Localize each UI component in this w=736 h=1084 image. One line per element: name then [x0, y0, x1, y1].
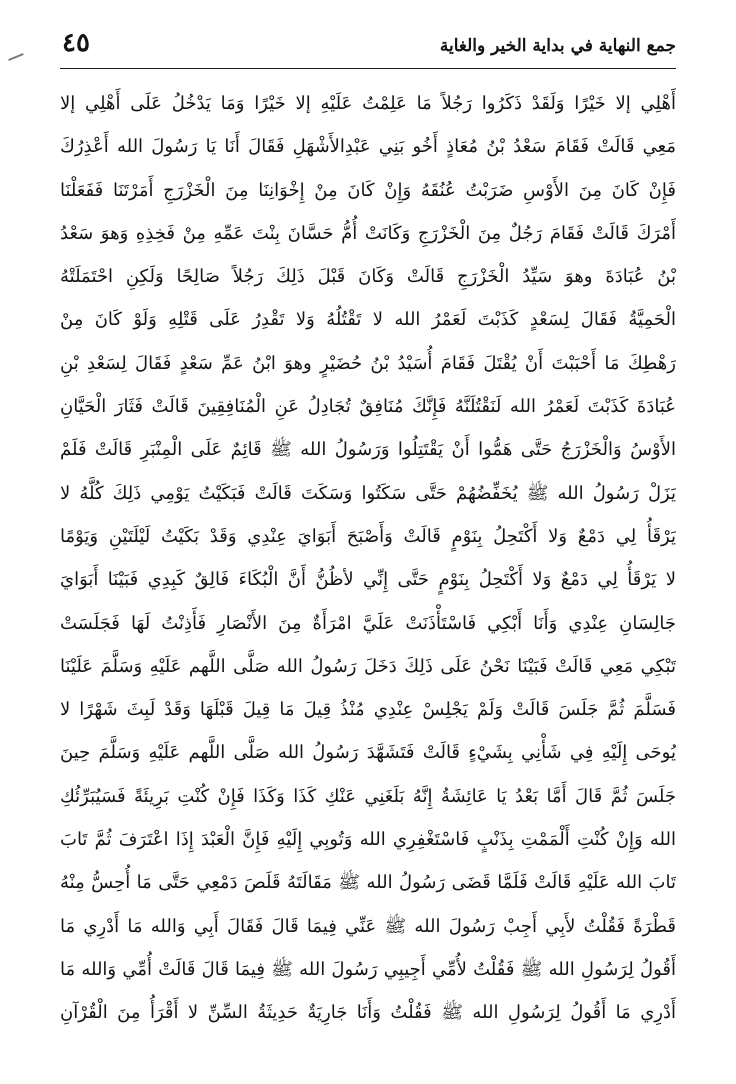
text-line: جَالِسَانِ عِنْدِي وَأَنَا أَبْكِي فَاسْتَأْذَنَتْ عَلَيَّ امْرَأَةٌ مِنَ الأَنْصَارِ فَأَذِنْتُ لَهَا فَجَلَسَتْ	[60, 612, 676, 634]
running-head	[60, 26, 676, 66]
text-line: لا يَرْقَأُ لِي دَمْعٌ وَلا أَكْتَحِلُ بِنَوْمٍ حَتَّى إِنِّي لأظُنُّ أَنَّ الْبُكَاءَ فَالِقٌ كَبِدِي فَبَيْنَا أَبَوَايَ	[60, 569, 676, 591]
text-line: جَلَسَ ثُمَّ قَالَ أَمَّا بَعْدُ يَا عَائِشَةُ إِنَّهُ بَلَغَنِي عَنْكِ كَذَا وَكَذَا فَإِنْ كُنْتِ بَرِيئَةً فَسَيُبَرِّئُكِ	[60, 785, 676, 807]
text-line: أَدْرِي مَا أَقُولُ لِرَسُولِ الله ﷺ فَقُلْتُ وَأَنَا جَارِيَةٌ حَدِيثَةُ السِّنِّ لا أَقْرَأُ مِنَ الْقُرْآنِ	[60, 1002, 676, 1024]
text-line: مَعِي قَالَتْ فَقَامَ سَعْدُ بْنُ مُعَاذٍ أَخُو بَنِي عَبْدِالأَشْهَلِ فَقَالَ أَنَا يَا رَسُولَ الله أَعْذِرُكَ	[60, 136, 676, 158]
text-line: قَطْرَةً فَقُلْتُ لأَبِي أَجِبْ رَسُولَ الله ﷺ عَنِّي فِيمَا قَالَ فَقَالَ أَبِي وَالله مَا أَدْرِي مَا	[60, 915, 676, 937]
page-number: ٤٥	[62, 28, 90, 58]
text-line: الأَوْسُ وَالْخَزْرَجُ حَتَّى هَمُّوا أَنْ يَقْتَتِلُوا وَرَسُولُ الله ﷺ قَائِمٌ عَلَى الْمِنْبَرِ قَالَتْ فَلَمْ	[60, 439, 676, 461]
text-line: فَسَلَّمَ ثُمَّ جَلَسَ قَالَتْ وَلَمْ يَجْلِسْ عِنْدِي مُنْذُ قِيلَ مَا قِيلَ قَبْلَهَا وَقَدْ لَبِثَ شَهْرًا لا	[60, 699, 676, 721]
text-line: يَرْقَأُ لِي دَمْعٌ وَلا أَكْتَحِلُ بِنَوْمٍ قَالَتْ وَأَصْبَحَ أَبَوَايَ عِنْدِي وَقَدْ بَكَيْتُ لَيْلَتَيْنِ وَيَوْمًا	[60, 525, 676, 547]
text-line: أَقُولُ لِرَسُولِ الله ﷺ فَقُلْتُ لأُمِّي أَجِيبِي رَسُولَ الله ﷺ فِيمَا قَالَ قَالَتْ أُمِّي وَالله مَا	[60, 958, 676, 980]
text-line: أَمْرَكَ قَالَتْ فَقَامَ رَجُلٌ مِنَ الْخَزْرَجِ وَكَانَتْ أُمُّ حَسَّانَ بِنْتَ عَمِّهِ مِنْ فَخِذِهِ وَهوَ سَعْدُ	[60, 222, 676, 244]
body-text	[60, 82, 676, 1035]
text-line: أَهْلِي إلا خَيْرًا وَلَقَدْ ذَكَرُوا رَجُلاً مَا عَلِمْتُ عَلَيْهِ إلا خَيْرًا وَمَا يَدْخُلُ عَلَى أَهْلِي إلا	[60, 93, 676, 114]
header-rule	[60, 68, 676, 69]
margin-mark	[8, 53, 24, 61]
text-line: الْحَمِيَّةُ فَقَالَ لِسَعْدٍ كَذَبْتَ لَعَمْرُ الله لا تَقْتُلُهُ وَلا تَقْدِرُ عَلَى قَتْلِهِ وَلَوْ كَانَ مِنْ	[60, 309, 676, 331]
text-line: بْنُ عُبَادَةَ وهوَ سَيِّدُ الْخَزْرَجِ قَالَتْ وَكَانَ قَبْلَ ذَلِكَ رَجُلاً صَالِحًا وَلَكِنِ احْتَمَلَتْهُ	[60, 266, 676, 288]
text-line: الله وَإِنْ كُنْتِ أَلْمَمْتِ بِذَنْبٍ فَاسْتَغْفِرِي الله وَتُوبِي إِلَيْهِ فَإِنَّ الْعَبْدَ إِذَا اعْتَرَفَ ثُمَّ تَابَ	[60, 829, 676, 851]
text-line: يُوحَى إِلَيْهِ فِي شَأْنِي بِشَيْءٍ قَالَتْ فَتَشَهَّدَ رَسُولُ الله صَلَّى اللَّهم عَلَيْهِ وَسَلَّمَ حِينَ	[60, 742, 676, 764]
text-line: تَابَ الله عَلَيْهِ قَالَتْ فَلَمَّا قَضَى رَسُولُ الله ﷺ مَقَالَتَهُ قَلَصَ دَمْعِي حَتَّى مَا أُحِسُّ مِنْهُ	[60, 872, 676, 894]
text-line: يَزَلْ رَسُولُ الله ﷺ يُخَفِّضُهُمْ حَتَّى سَكَتُوا وَسَكَتَ قَالَتْ فَبَكَيْتُ يَوْمِي ذَلِكَ كُلَّهُ لا	[60, 482, 676, 504]
text-line: رَهْطِكَ مَا أَحْبَبْتَ أَنْ يُقْتَلَ فَقَامَ أُسَيْدُ بْنُ حُضَيْرٍ وهوَ ابْنُ عَمِّ سَعْدٍ فَقَالَ لِسَعْدِ بْنِ	[60, 352, 676, 374]
text-line: فَإِنْ كَانَ مِنَ الأَوْسِ ضَرَبْتُ عُنُقَهُ وَإِنْ كَانَ مِنْ إِخْوَانِنَا مِنَ الْخَزْرَجِ أَمَرْتَنَا فَفَعَلْنَا	[60, 179, 676, 201]
text-line: عُبَادَةَ كَذَبْتَ لَعَمْرُ الله لَنَقْتُلَنَّهُ فَإِنَّكَ مُنَافِقٌ تُجَادِلُ عَنِ الْمُنَافِقِينَ قَالَتْ فَثَارَ الْحَيَّانِ	[60, 396, 676, 418]
running-head-title: جمع النهاية في بداية الخير والغاية	[439, 36, 676, 56]
text-line: تَبْكِي مَعِي قَالَتْ فَبَيْنَا نَحْنُ عَلَى ذَلِكَ دَخَلَ رَسُولُ الله صَلَّى اللَّهم عَلَيْهِ وَسَلَّمَ عَلَيْنَا	[60, 655, 676, 677]
